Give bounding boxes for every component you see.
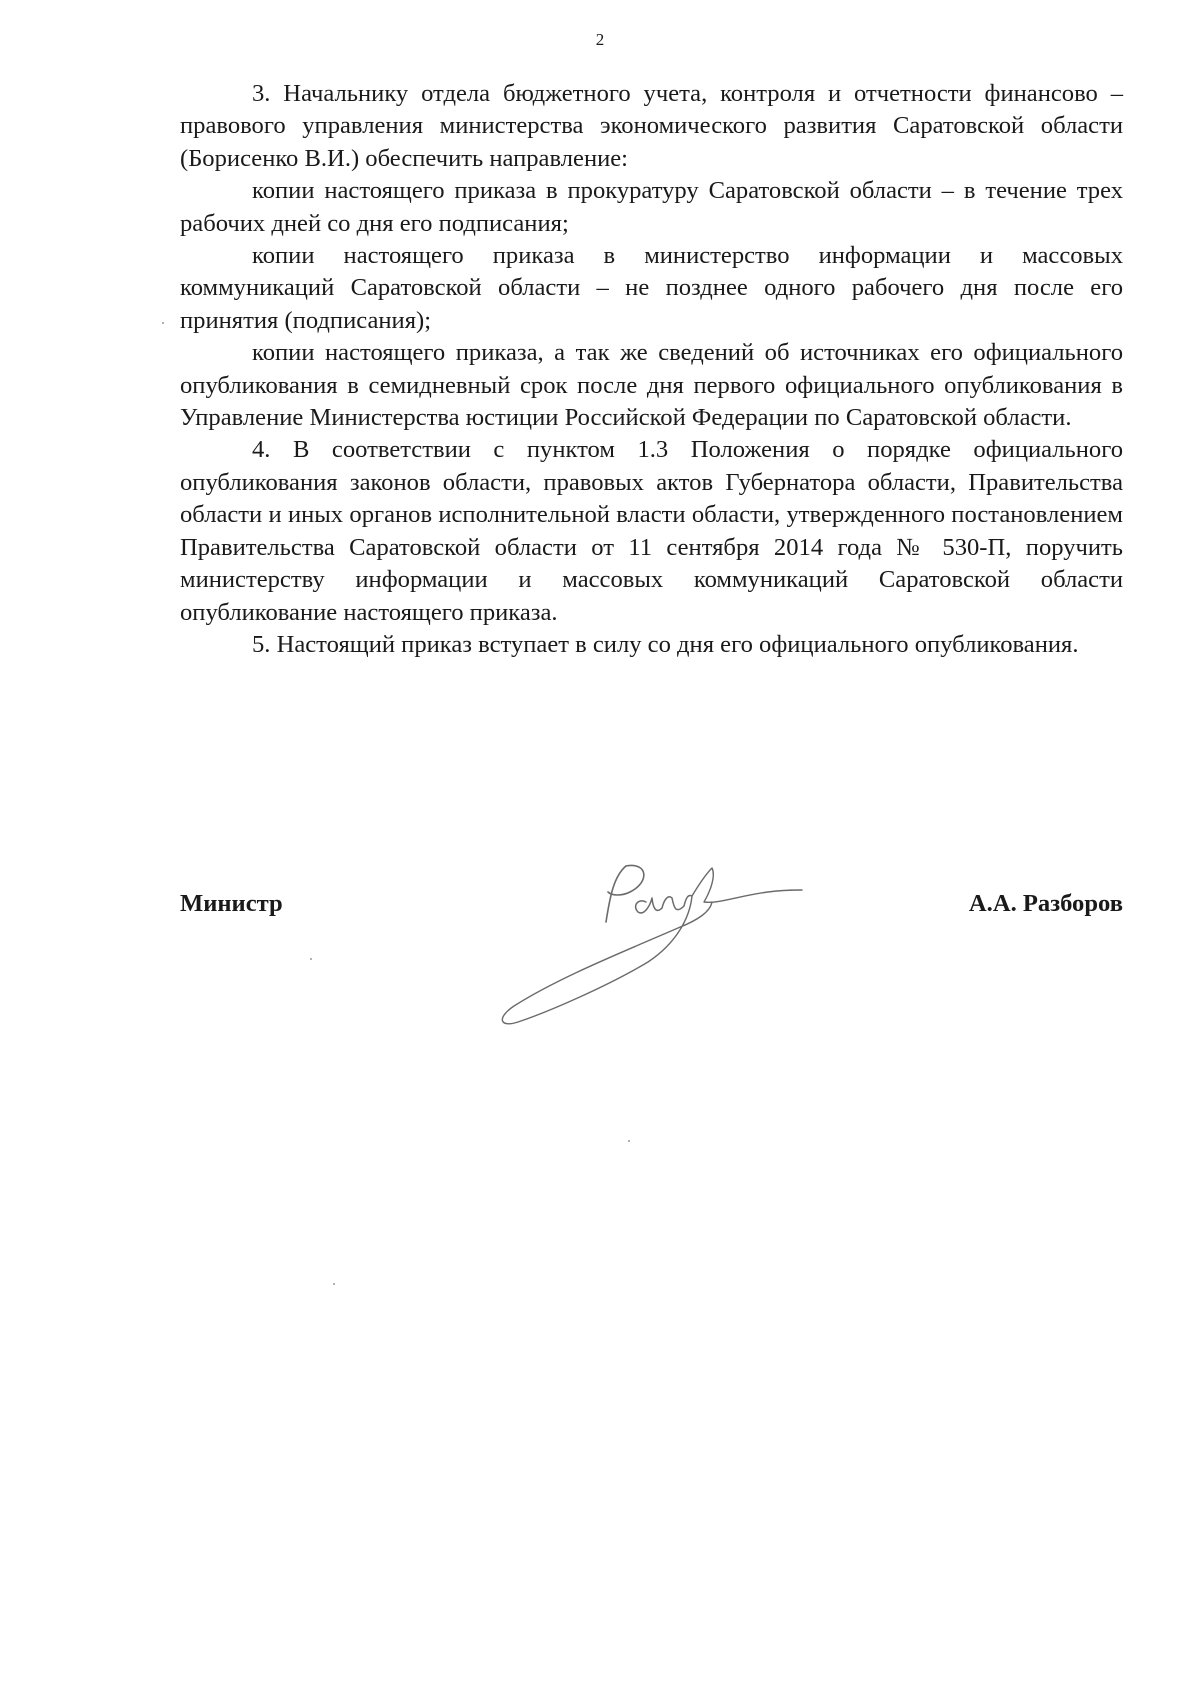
scan-speck — [310, 958, 312, 960]
handwritten-signature — [498, 862, 808, 1032]
page-number: 2 — [595, 30, 605, 49]
paragraph-3: 3. Начальнику отдела бюджетного учета, контроля и отчетности финансово – правового управления министерства экономического развития Саратовской области (Борисенко В.И.) обеспечить направление: — [180, 80, 1123, 172]
paragraph-3-item-prosecutor: копии настоящего приказа в прокуратуру Саратовской области – в течение трех рабочих дней со дня его подписания; — [180, 177, 1123, 237]
paragraph-3-item-justice: копии настоящего приказа, а так же сведений об источниках его официального опубликования в семидневный срок после дня первого официального опубликования в Управление Министерства юстиции Российской Федерации по Саратовской области. — [180, 339, 1123, 432]
signatory-name: А.А. Разборов — [968, 890, 1123, 917]
paragraph-4: 4. В соответствии с пунктом 1.3 Положения о порядке официального опубликования законов области, правовых актов Губернатора области, Правительства области и иных органов исполнительной власти области, утвержденного постановлением Правительства Саратовской области от 11 сентября 2014 года № 530-П, поручить министерству информации и массовых коммуникаций Саратовской области опубликование настоящего приказа. — [180, 436, 1123, 626]
signatory-title: Министр — [180, 890, 283, 917]
paragraph-3-item-ministry: копии настоящего приказа в министерство информации и массовых коммуникаций Саратовской области – не позднее одного рабочего дня после его принятия (подписания); — [180, 242, 1123, 334]
scan-speck — [162, 322, 164, 324]
scan-speck — [333, 1283, 335, 1285]
document-body — [180, 78, 1123, 661]
scan-speck — [628, 1140, 630, 1142]
paragraph-5: 5. Настоящий приказ вступает в силу со дня его официального опубликования. — [252, 630, 1079, 658]
